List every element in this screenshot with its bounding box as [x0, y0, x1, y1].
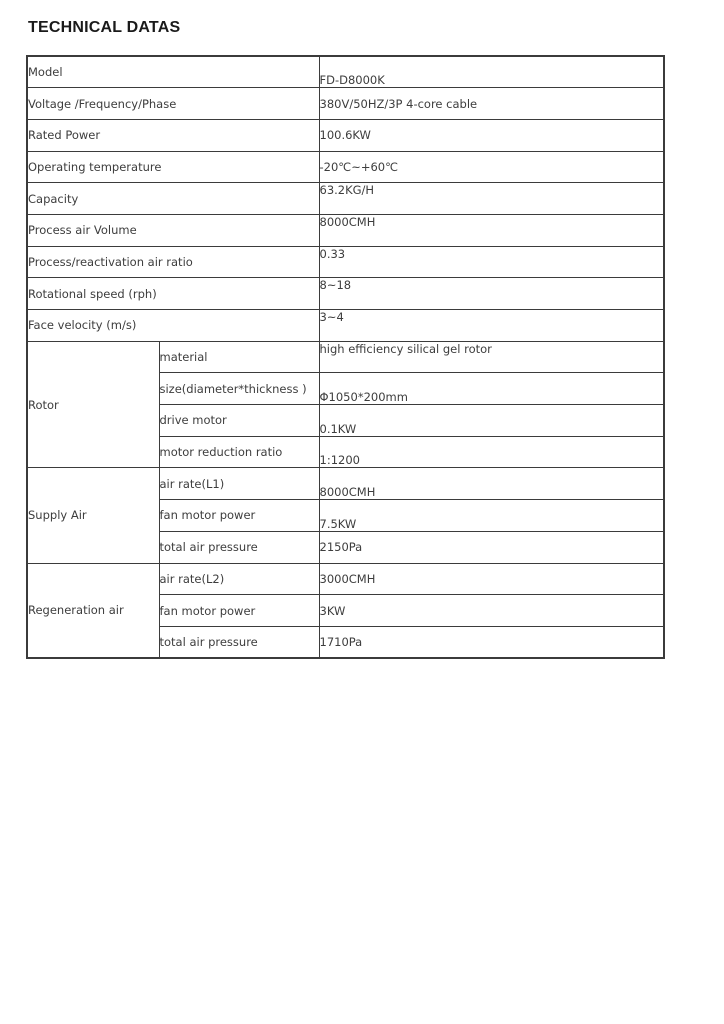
param-cell: Rotational speed (rph) [27, 278, 319, 310]
value-cell: 0.1KW [319, 405, 664, 437]
table-row-process-air-volume [27, 214, 664, 246]
value-cell: 63.2KG/H [319, 183, 664, 215]
value-cell: 3~4 [319, 310, 664, 342]
value-cell: 100.6KW [319, 119, 664, 151]
value-cell: 1:1200 [319, 436, 664, 468]
table-row-model [27, 56, 664, 88]
param-cell: motor reduction ratio [159, 436, 319, 468]
table-row-capacity [27, 183, 664, 215]
param-cell: fan motor power [159, 595, 319, 627]
value-cell: 8~18 [319, 278, 664, 310]
value-cell: Φ1050*200mm [319, 373, 664, 405]
table-row-rated-power [27, 119, 664, 151]
param-cell: fan motor power [159, 500, 319, 532]
param-cell: air rate(L2) [159, 563, 319, 595]
table-row-rotor-material [27, 341, 664, 373]
table-row-supply-air-rate [27, 468, 664, 500]
table-row-operating-temperature [27, 151, 664, 183]
param-cell: Capacity [27, 183, 319, 215]
value-cell: 3000CMH [319, 563, 664, 595]
value-cell: 8000CMH [319, 468, 664, 500]
table-row-rotational-speed [27, 278, 664, 310]
group-cell-supply-air: Supply Air [27, 468, 159, 563]
param-cell: drive motor [159, 405, 319, 437]
table-row-face-velocity [27, 310, 664, 342]
group-cell-rotor: Rotor [27, 341, 159, 468]
technical-data-table [26, 55, 665, 659]
param-cell: total air pressure [159, 531, 319, 563]
value-cell: FD-D8000K [319, 56, 664, 88]
param-cell: Process/reactivation air ratio [27, 246, 319, 278]
table-body [27, 56, 664, 658]
group-cell-regeneration-air: Regeneration air [27, 563, 159, 658]
param-cell: Rated Power [27, 119, 319, 151]
table-row-voltage [27, 88, 664, 120]
value-cell: 2150Pa [319, 531, 664, 563]
value-cell: 8000CMH [319, 214, 664, 246]
param-cell: Face velocity (m/s) [27, 310, 319, 342]
table-row-regen-air-rate [27, 563, 664, 595]
page-title: TECHNICAL DATAS [28, 19, 181, 36]
value-cell: 7.5KW [319, 500, 664, 532]
param-cell: Operating temperature [27, 151, 319, 183]
param-cell: total air pressure [159, 626, 319, 658]
param-cell: material [159, 341, 319, 373]
value-cell: 0.33 [319, 246, 664, 278]
table-row-air-ratio [27, 246, 664, 278]
param-cell: Model [27, 56, 319, 88]
value-cell: -20℃~+60℃ [319, 151, 664, 183]
param-cell: size(diameter*thickness ) [159, 373, 319, 405]
param-cell: Voltage /Frequency/Phase [27, 88, 319, 120]
param-cell: Process air Volume [27, 214, 319, 246]
param-cell: air rate(L1) [159, 468, 319, 500]
value-cell: 380V/50HZ/3P 4-core cable [319, 88, 664, 120]
value-cell: high efficiency silical gel rotor [319, 341, 664, 373]
value-cell: 1710Pa [319, 626, 664, 658]
value-cell: 3KW [319, 595, 664, 627]
